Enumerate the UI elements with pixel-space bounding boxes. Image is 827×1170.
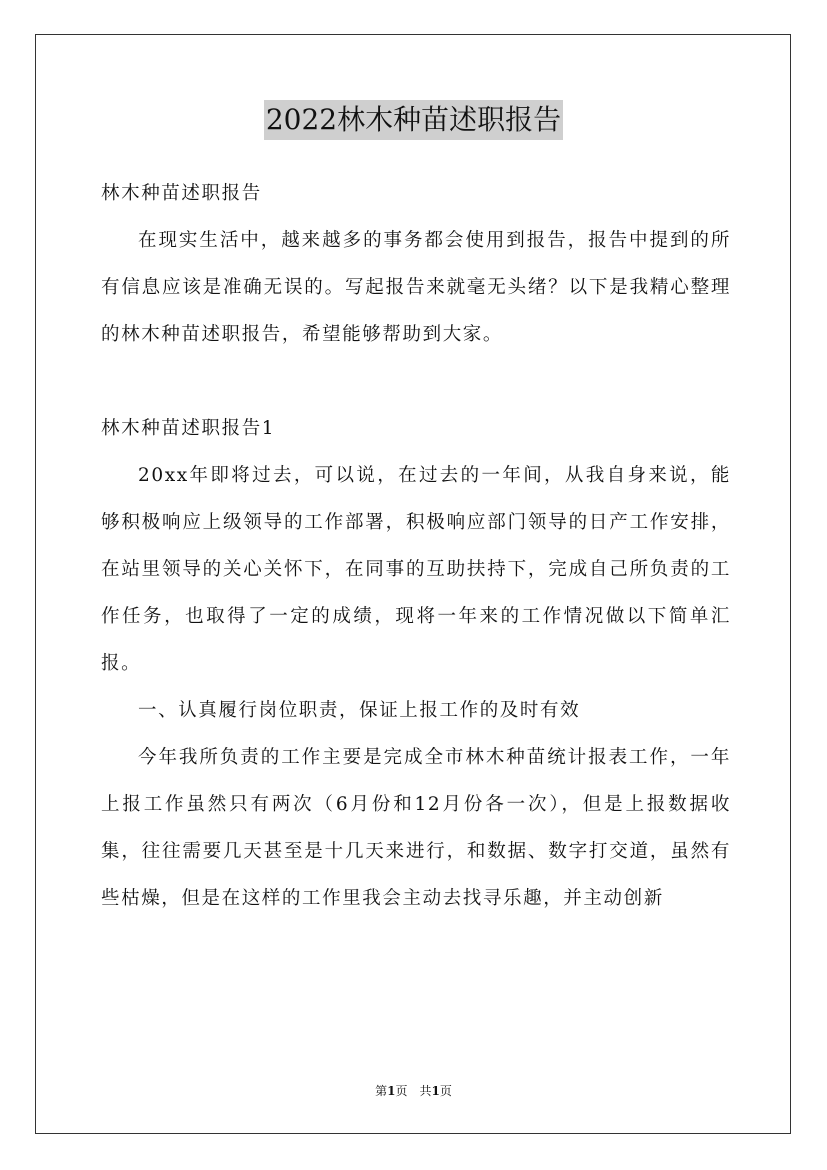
document-title: 2022林木种苗述职报告: [264, 100, 563, 140]
paragraph-2: 今年我所负责的工作主要是完成全市林木种苗统计报表工作，一年上报工作虽然只有两次（6月份和12月份各一次），但是上报数据收集，往往需要几天甚至是十几天来进行，和数据、数字打交道，虽然有些枯燥，但是在这样的工作里我会主动去找寻乐趣，并主动创新: [101, 747, 731, 909]
paragraph-1: 20xx年即将过去，可以说，在过去的一年间，从我自身来说，能够积极响应上级领导的工作部署，积极响应部门领导的日产工作安排，在站里领导的关心关怀下，在同事的互助扶持下，完成自己所负责的工作任务，也取得了一定的成绩，现将一年来的工作情况做以下简单汇报。: [101, 465, 731, 674]
page-footer: [0, 1082, 827, 1099]
document-body: [101, 170, 731, 922]
footer-total-pages: 1: [431, 1084, 440, 1098]
footer-mid: 页 共: [395, 1084, 432, 1098]
footer-prefix: 第: [375, 1084, 388, 1098]
blank-line: [101, 358, 731, 405]
intro-heading: 林木种苗述职报告: [101, 183, 262, 204]
section-heading: 林木种苗述职报告1: [101, 418, 276, 439]
intro-paragraph: 在现实生活中，越来越多的事务都会使用到报告，报告中提到的所有信息应该是准确无误的。写起报告来就毫无头绪？以下是我精心整理的林木种苗述职报告，希望能够帮助到大家。: [101, 230, 731, 345]
title-container: [0, 100, 827, 140]
subheading-1: 一、认真履行岗位职责，保证上报工作的及时有效: [138, 700, 581, 721]
footer-suffix: 页: [439, 1084, 452, 1098]
footer-current-page: 1: [387, 1084, 396, 1098]
